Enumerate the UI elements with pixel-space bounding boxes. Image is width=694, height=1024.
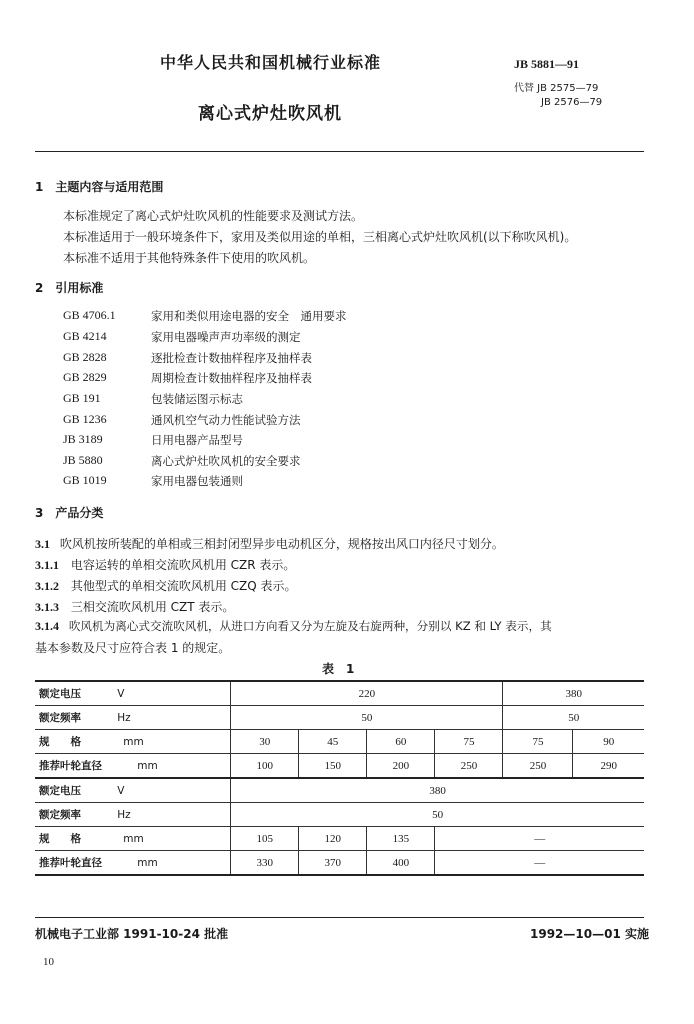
table-row (35, 803, 644, 827)
clause-number: 3.1.1 (35, 558, 59, 572)
clause-number: 3.1.2 (35, 579, 59, 593)
row-unit: V (113, 778, 230, 803)
section-1-paragraph: 本标准适用于一般环境条件下，家用及类似用途的单相，三相离心式炉灶吹风机(以下称吹风机)。 (63, 230, 577, 244)
table-cell: — (435, 827, 644, 851)
row-unit: V (113, 681, 230, 706)
section-1-heading: 1 主题内容与适用范围 (35, 180, 164, 194)
table-row (35, 730, 644, 754)
reference-code: GB 4214 (63, 329, 107, 343)
table-cell: 380 (231, 778, 644, 803)
reference-title: 周期检查计数抽样程序及抽样表 (151, 371, 312, 385)
table-row (35, 778, 644, 803)
effective-date: 1992—10—01 实施 (530, 927, 649, 941)
table-cell: 90 (573, 730, 644, 754)
section-1-paragraph: 本标准规定了离心式炉灶吹风机的性能要求及测试方法。 (63, 209, 364, 223)
reference-title: 家用电器包装通则 (151, 474, 243, 488)
clause-text: 电容运转的单相交流吹风机用 CZR 表示。 (70, 558, 296, 572)
table-row (35, 706, 644, 730)
table-cell: 150 (299, 754, 367, 779)
reference-code: GB 4706.1 (63, 308, 116, 322)
table-cell: 120 (299, 827, 367, 851)
table-row (35, 851, 644, 876)
row-unit: mm (113, 754, 230, 779)
approval-line: 机械电子工业部 1991-10-24 批准 (35, 927, 229, 941)
reference-code: GB 1236 (63, 412, 107, 426)
reference-title: 通风机空气动力性能试验方法 (151, 413, 301, 427)
header-rule (35, 151, 644, 152)
row-unit: Hz (113, 803, 230, 827)
table-cell: 60 (367, 730, 435, 754)
row-label: 规 格 (35, 827, 113, 851)
reference-code: GB 191 (63, 391, 101, 405)
clause-text: 三相交流吹风机用 CZT 表示。 (70, 600, 235, 614)
table-row (35, 681, 644, 706)
row-label: 额定电压 (35, 681, 113, 706)
table-cell: 135 (367, 827, 435, 851)
row-label: 推荐叶轮直径 (35, 754, 113, 779)
clause-number: 3.1 (35, 537, 50, 551)
row-unit: Hz (113, 706, 230, 730)
table-cell: 30 (231, 730, 299, 754)
standard-org-title: 中华人民共和国机械行业标准 (160, 53, 382, 72)
clause-3-1-2 (35, 577, 297, 594)
row-label: 额定电压 (35, 778, 113, 803)
section-2-heading: 2 引用标准 (35, 281, 104, 295)
table-row (35, 827, 644, 851)
row-label: 规 格 (35, 730, 113, 754)
table-cell: 105 (231, 827, 299, 851)
replaces-line-2: JB 2576—79 (541, 97, 603, 108)
table-cell: 75 (503, 730, 573, 754)
clause-3-1-4 (35, 618, 644, 634)
reference-code: GB 1019 (63, 473, 107, 487)
table-cell: 290 (573, 754, 644, 779)
reference-code: JB 5880 (63, 453, 103, 467)
clause-text: 其他型式的单相交流吹风机用 CZQ 表示。 (70, 579, 297, 593)
row-label: 额定频率 (35, 803, 113, 827)
reference-code: GB 2829 (63, 370, 107, 384)
table-cell: 380 (503, 681, 644, 706)
table-cell: 330 (231, 851, 299, 876)
clause-number: 3.1.4 (35, 619, 59, 633)
table-cell: 200 (367, 754, 435, 779)
reference-title: 日用电器产品型号 (151, 433, 243, 447)
clause-text: 吹风机按所装配的单相或三相封闭型异步电动机区分，规格按出风口内径尺寸划分。 (59, 537, 504, 551)
table-row (35, 754, 644, 779)
section-1-paragraph: 本标准不适用于其他特殊条件下使用的吹风机。 (63, 251, 316, 265)
clause-3-1 (35, 535, 504, 552)
table-cell: 220 (231, 681, 503, 706)
clause-3-1-1 (35, 556, 295, 573)
replaces-line-1: 代替 JB 2575—79 (514, 83, 599, 94)
reference-title: 包装储运图示标志 (151, 392, 243, 406)
section-3-heading: 3 产品分类 (35, 506, 104, 520)
table-cell: 75 (435, 730, 503, 754)
table-cell: 50 (231, 803, 644, 827)
table-cell: 100 (231, 754, 299, 779)
standard-code: JB 5881—91 (514, 57, 580, 71)
table-cell: 250 (435, 754, 503, 779)
footer-rule (35, 917, 644, 918)
table-caption: 表 1 (322, 662, 355, 676)
table-cell: 400 (367, 851, 435, 876)
table-cell: 250 (503, 754, 573, 779)
document-title: 离心式炉灶吹风机 (198, 104, 342, 124)
table-cell: — (435, 851, 644, 876)
parameters-table (35, 680, 644, 876)
reference-title: 离心式炉灶吹风机的安全要求 (151, 454, 301, 468)
page-number: 10 (43, 956, 54, 968)
row-unit: mm (113, 827, 230, 851)
reference-code: GB 2828 (63, 350, 107, 364)
table-cell: 50 (503, 706, 644, 730)
row-unit: mm (113, 730, 230, 754)
clause-3-1-3 (35, 598, 234, 615)
clause-number: 3.1.3 (35, 600, 59, 614)
row-label: 额定频率 (35, 706, 113, 730)
clause-continuation: 基本参数及尺寸应符合表 1 的规定。 (35, 641, 231, 655)
reference-title: 家用电器噪声声功率级的测定 (151, 330, 301, 344)
table-cell: 45 (299, 730, 367, 754)
table-cell: 370 (299, 851, 367, 876)
row-label: 推荐叶轮直径 (35, 851, 113, 876)
row-unit: mm (113, 851, 230, 876)
clause-text: 吹风机为离心式交流吹风机，从进口方向看又分为左旋及右旋两种，分别以 KZ 和 LY 表示，其 (68, 619, 552, 633)
reference-code: JB 3189 (63, 432, 103, 446)
table-cell: 50 (231, 706, 503, 730)
reference-title: 逐批检查计数抽样程序及抽样表 (151, 351, 312, 365)
reference-title: 家用和类似用途电器的安全 通用要求 (151, 309, 347, 323)
